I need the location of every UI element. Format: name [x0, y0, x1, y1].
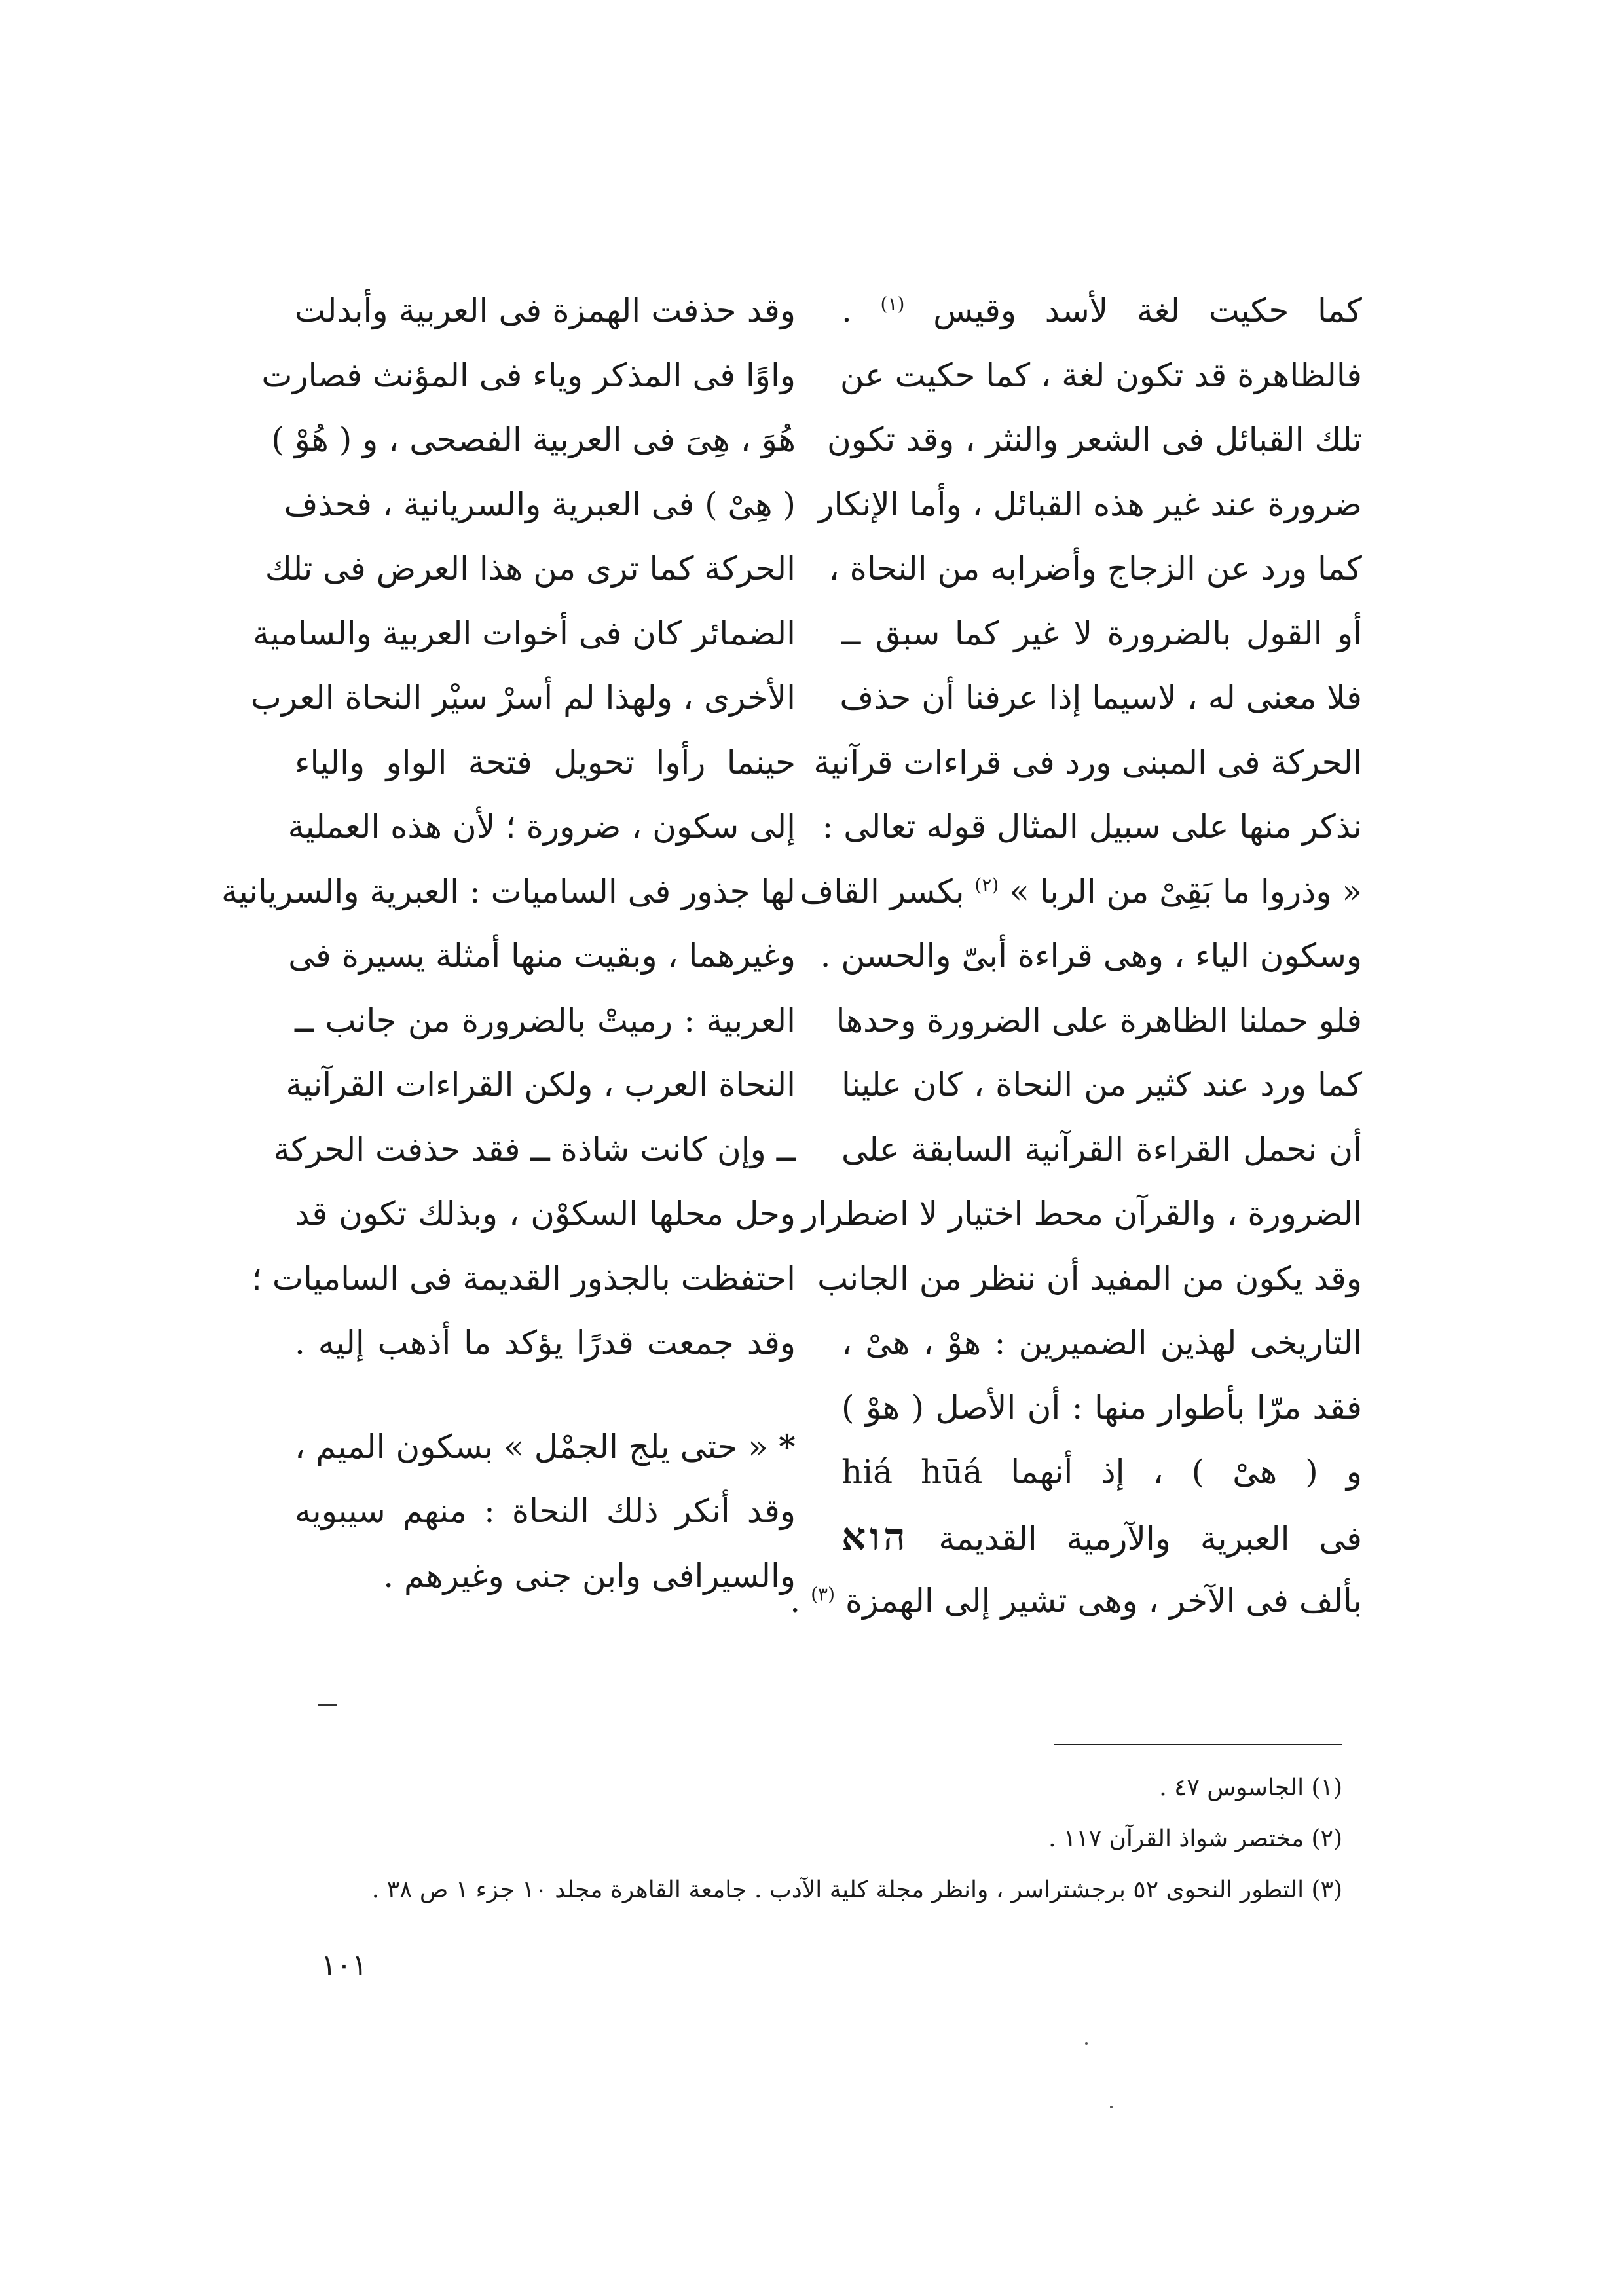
right-line-21: بألف فى الآخر ، وهى تشير إلى الهمزة $^{(٣)}$ .: [790, 1582, 1362, 1620]
right-line-15: الضرورة ، والقرآن محط اختيار لا اضطرار: [802, 1195, 1362, 1233]
right-line-4: ضرورة عند غير هذه القبائل ، وأما الإنكار: [818, 485, 1362, 523]
left-text-column: [221, 278, 796, 1608]
right-line-10: « وذروا ما بَقِىْ من الربا » $^{(٢)}$ بكسر القاف: [800, 872, 1362, 910]
right-line-17: التاريخى لهذين الضميرين : هوْ ، هىْ ،: [841, 1324, 1362, 1362]
right-line-18: فقد مرّا بأطوار منها : أن الأصل ( هوْ ): [841, 1388, 1362, 1427]
left-line-14: ــ وإن كانت شاذة ــ فقد حذفت الحركة: [273, 1130, 796, 1168]
footnote-3: (٣) التطور النحوى ٥٢ برجشتراسر ، وانظر مجلة كلية الآدب . جامعة القاهرة مجلد ١٠ جزء ١ ص ٣٨ .: [371, 1876, 1342, 1903]
right-line-9: نذكر منها على سبيل المثال قوله تعالى :: [822, 808, 1362, 846]
scan-speck: [1110, 2106, 1113, 2108]
left-line-4: ( هِىْ ) فى العبرية والسريانية ، فحذف: [284, 485, 796, 523]
right-line-7: فلا معنى له ، لاسيما إذا عرفنا أن حذف: [840, 679, 1362, 717]
left-line-9: إلى سكون ، ضرورة ؛ لأن هذه العملية: [287, 808, 796, 846]
left-line-15: وحل محلها السكوْن ، وبذلك تكون قد: [295, 1195, 796, 1233]
left-line-3: هُوَ ، هِىَ فى العربية الفصحى ، و ( هُوْ ): [271, 420, 796, 458]
right-line-20: فى العبرية والآرمية القديمة הוא: [841, 1514, 1362, 1559]
note-line-2: وقد أنكر ذلك النحاة : منهم سيبويه: [295, 1492, 796, 1530]
hebrew-word: הוא: [841, 1514, 910, 1559]
scan-speck: [1085, 2042, 1088, 2045]
left-line-11: وغيرهما ، وبقيت منها أمثلة يسيرة فى: [288, 937, 796, 975]
left-line-16: احتفظت بالجذور القديمة فى الساميات ؛: [251, 1259, 796, 1297]
footnote-marker-2: (٢): [974, 873, 999, 895]
footnote-2: (٢) مختصر شواذ القرآن ١١٧ .: [1048, 1825, 1342, 1852]
right-line-12: فلو حملنا الظاهرة على الضرورة وحدها: [836, 1001, 1362, 1039]
page-number: ١٠١: [321, 1949, 367, 1982]
left-line-13: النحاة العرب ، ولكن القراءات القرآنية: [286, 1066, 796, 1104]
right-line-3: تلك القبائل فى الشعر والنثر ، وقد تكون: [827, 420, 1362, 458]
footnote-separator-rule: [1054, 1744, 1342, 1745]
right-line-13: كما ورد عند كثير من النحاة ، كان علينا: [841, 1066, 1362, 1104]
left-line-5: الحركة كما ترى من هذا العرض فى تلك: [265, 550, 796, 588]
left-line-6: الضمائر كان فى أخوات العربية والسامية: [253, 614, 796, 652]
footnote-1: (١) الجاسوس ٤٧ .: [1159, 1774, 1342, 1801]
note-end-dash: [318, 1704, 337, 1706]
left-line-2: واوًا فى المذكر وياء فى المؤنث فصارت: [261, 356, 796, 394]
right-line-1: كما حكيت لغة لأسد وقيس $^{(١)}$ .: [841, 291, 1362, 329]
footnote-marker-3: (٣): [811, 1583, 836, 1605]
note-line-3: والسيرافى وابن جنى وغيرهم .: [383, 1556, 796, 1595]
note-line-1: * « حتى يلج الجمْل » بسكون الميم ،: [295, 1427, 796, 1466]
right-line-8: الحركة فى المبنى ورد فى قراءات قرآنية: [813, 743, 1362, 781]
right-text-column: [790, 278, 1362, 1633]
footnote-marker-1: (١): [880, 293, 905, 315]
left-line-10: لها جذور فى الساميات : العبرية والسريانية: [221, 872, 796, 910]
note-bullet: *: [778, 1427, 796, 1466]
right-line-16: وقد يكون من المفيد أن ننظر من الجانب: [817, 1259, 1362, 1297]
latin-transliteration-hia: hiá: [841, 1453, 893, 1491]
left-line-1: وقد حذفت الهمزة فى العربية وأبدلت: [295, 291, 796, 329]
right-line-6: أو القول بالضرورة لا غير كما سبق ــ: [841, 614, 1362, 652]
left-line-7: الأخرى ، ولهذا لم أسرْ سيْر النحاة العرب: [250, 679, 796, 717]
right-line-19: و ( هىْ ) ، إذ أنهما hūá hiá: [841, 1453, 1362, 1491]
right-line-14: أن نحمل القراءة القرآنية السابقة على: [841, 1130, 1362, 1168]
left-line-8: حينما رأوا تحويل فتحة الواو والياء: [295, 743, 796, 781]
left-line-12: العربية : رميتْ بالضرورة من جانب ــ: [295, 1001, 796, 1039]
latin-transliteration-hua: hūá: [921, 1453, 983, 1491]
left-line-17: وقد جمعت قدرًا يؤكد ما أذهب إليه .: [295, 1324, 796, 1362]
right-line-11: وسكون الياء ، وهى قراءة أبىّ والحسن .: [820, 937, 1362, 975]
right-line-5: كما ورد عن الزجاج وأضرابه من النحاة ،: [828, 550, 1362, 588]
right-line-2: فالظاهرة قد تكون لغة ، كما حكيت عن: [840, 356, 1362, 394]
note-gap: [295, 1375, 796, 1415]
